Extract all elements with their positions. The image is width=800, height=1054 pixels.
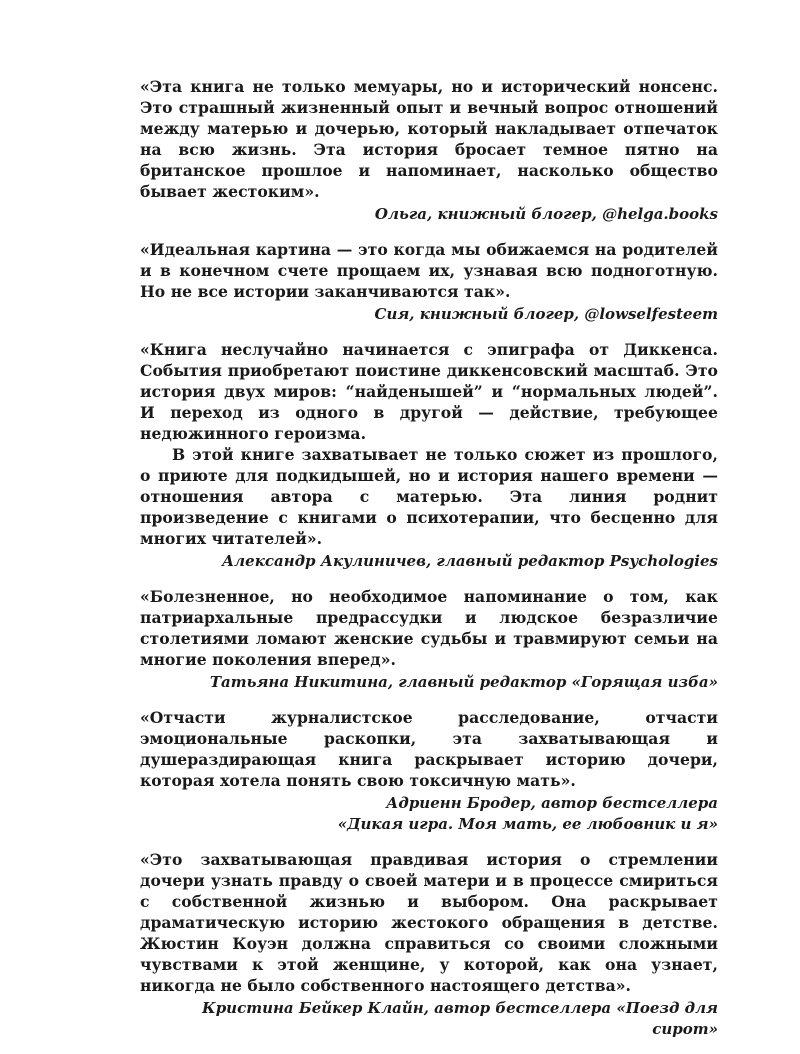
review-text: «Это захватывающая правдивая история о стремлении дочери узнать правду о своей матери и в процессе смириться с собственной жизнью и выбором. Она раскрывает драматическую историю жестокого обращения в детстве. Жюстин Коуэн должна справиться со своими сложными чувствами к этой женщине, у которой, как она узнает, никогда не было собственного настоящего детства». — [140, 850, 718, 995]
review-4 — [140, 586, 718, 693]
attribution-line: «Дикая игра. Моя мать, ее любовник и я» — [337, 815, 718, 833]
attribution-line: Татьяна Никитина, главный редактор «Горящая изба» — [209, 673, 718, 691]
book-page — [140, 76, 718, 1054]
review-2 — [140, 239, 718, 325]
review-text: «Книга неслучайно начинается с эпиграфа от Диккенса. События приобретают поистине диккенсовский масштаб. Это история двух миров: “найденышей” и “нормальных людей”. И переход из одного в другой — действие, требующее недюжинного героизма. — [140, 340, 718, 443]
review-attribution — [140, 793, 718, 835]
review-3 — [140, 339, 718, 572]
review-6 — [140, 849, 718, 1040]
review-text: «Болезненное, но необходимое напоминание о том, как патриархальные предрассудки и людское безразличие столетиями ломают женские судьбы и травмируют семьи на многие поколения вперед». — [140, 587, 718, 669]
review-1 — [140, 76, 718, 225]
attribution-line: Ольга, книжный блогер, @helga.books — [374, 205, 718, 223]
attribution-line: Адриенн Бродер, автор бестселлера — [386, 794, 718, 812]
review-attribution — [140, 551, 718, 572]
review-attribution — [140, 204, 718, 225]
attribution-line: Александр Акулиничев, главный редактор Psychologies — [221, 552, 718, 570]
review-attribution — [140, 304, 718, 325]
review-text: «Отчасти журналистское расследование, отчасти эмоциональные раскопки, эта захватывающая и душераздирающая книга раскрывает историю дочери, которая хотела понять свою токсичную мать». — [140, 708, 718, 790]
attribution-line: Сия, книжный блогер, @lowselfesteem — [374, 305, 718, 323]
review-5 — [140, 707, 718, 835]
review-attribution — [140, 672, 718, 693]
review-text: «Идеальная картина — это когда мы обижаемся на родителей и в конечном счете прощаем их, узнавая всю подноготную. Но не все истории заканчиваются так». — [140, 240, 718, 301]
review-attribution — [140, 998, 718, 1040]
review-text: В этой книге захватывает не только сюжет из прошлого, о приюте для подкидышей, но и история нашего времени — отношения автора с матерью. Эта линия роднит произведение с книгами о психотерапии, что бесценно для многих читателей». — [140, 445, 718, 548]
review-text: «Эта книга не только мемуары, но и исторический нонсенс. Это страшный жизненный опыт и вечный вопрос отношений между матерью и дочерью, который накладывает отпечаток на всю жизнь. Эта история бросает темное пятно на британское прошлое и напоминает, насколько общество бывает жестоким». — [140, 77, 718, 201]
attribution-line: Кристина Бейкер Клайн, автор бестселлера «Поезд для сирот» — [202, 999, 718, 1038]
